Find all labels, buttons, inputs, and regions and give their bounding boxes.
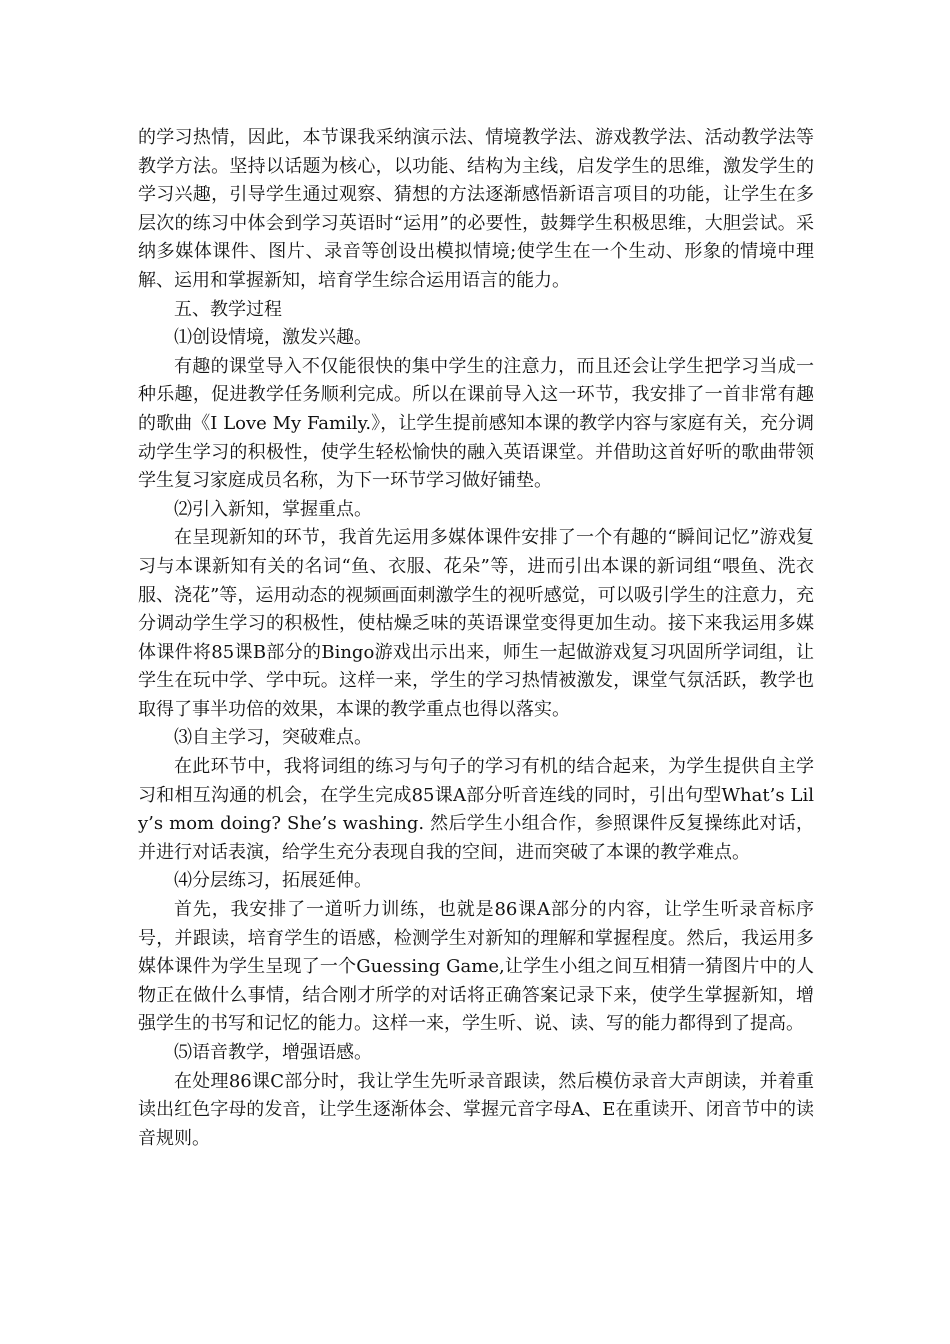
document-body (138, 124, 814, 1153)
section-heading-teaching-process: 五、教学过程 (174, 298, 282, 320)
paragraph-step-2: 在呈现新知的环节，我首先运用多媒体课件安排了一个有趣的“瞬间记忆”游戏复习与本课新知有关的名词“鱼、衣服、花朵”等，进而引出本课的新词组“喂鱼、洗衣服、浇花”等，运用动态的视频画面刺激学生的视听感觉，可以吸引学生的注意力，充分调动学生学习的积极性，使枯燥乏味的英语课堂变得更加生动。接下来我运用多媒体课件将85课B部分的Bingo游戏出示出来，师生一起做游戏复习巩固所学词组，让学生在玩中学、学中玩。这样一来，学生的学习热情被激发，课堂气氛活跃，教学也取得了事半功倍的效果，本课的教学重点也得以落实。 (138, 527, 814, 720)
paragraph-teaching-methods: 的学习热情，因此，本节课我采纳演示法、情境教学法、游戏教学法、活动教学法等教学方法。坚持以话题为核心，以功能、结构为主线，启发学生的思维，激发学生的学习兴趣，引导学生通过观察、猜想的方法逐渐感悟新语言项目的功能，让学生在多层次的练习中体会到学习英语时“运用”的必要性，鼓舞学生积极思维，大胆尝试。采纳多媒体课件、图片、录音等创设出模拟情境;使学生在一个生动、形象的情境中理解、运用和掌握新知，培育学生综合运用语言的能力。 (138, 127, 814, 291)
paragraph-step-5: 在处理86课C部分时，我让学生先听录音跟读，然后模仿录音大声朗读，并着重读出红色字母的发音，让学生逐渐体会、掌握元音字母A、E在重读开、闭音节中的读音规则。 (138, 1070, 814, 1149)
paragraph-step-3: 在此环节中，我将词组的练习与句子的学习有机的结合起来，为学生提供自主学习和相互沟通的机会，在学生完成85课A部分听音连线的同时，引出句型What’s Lily’s mom doing? She’s washing. 然后学生小组合作，参照课件反复操练此对话，并进行对话表演，给学生充分表现自我的空间，进而突破了本课的教学难点。 (138, 756, 814, 863)
step-heading-4: ⑷分层练习，拓展延伸。 (174, 870, 372, 892)
paragraph-step-4: 首先，我安排了一道听力训练，也就是86课A部分的内容，让学生听录音标序号，并跟读，培育学生的语感，检测学生对新知的理解和掌握程度。然后，我运用多媒体课件为学生呈现了一个Guessing Game,让学生小组之间互相猜一猜图片中的人物正在做什么事情，结合刚才所学的对话将正确答案记录下来，使学生掌握新知，增强学生的书写和记忆的能力。这样一来，学生听、说、读、写的能力都得到了提高。 (138, 899, 814, 1035)
paragraph-step-1: 有趣的课堂导入不仅能很快的集中学生的注意力，而且还会让学生把学习当成一种乐趣，促进教学任务顺利完成。所以在课前导入这一环节，我安排了一首非常有趣的歌曲《I Love My Family.》，让学生提前感知本课的教学内容与家庭有关，充分调动学生学习的积极性，使学生轻松愉快的融入英语课堂。并借助这首好听的歌曲带领学生复习家庭成员名称，为下一环节学习做好铺垫。 (138, 355, 814, 492)
step-heading-1: ⑴创设情境，激发兴趣。 (174, 327, 372, 349)
step-heading-3: ⑶自主学习，突破难点。 (174, 727, 372, 749)
step-heading-2: ⑵引入新知，掌握重点。 (174, 498, 372, 520)
step-heading-5: ⑸语音教学，增强语感。 (174, 1042, 372, 1063)
